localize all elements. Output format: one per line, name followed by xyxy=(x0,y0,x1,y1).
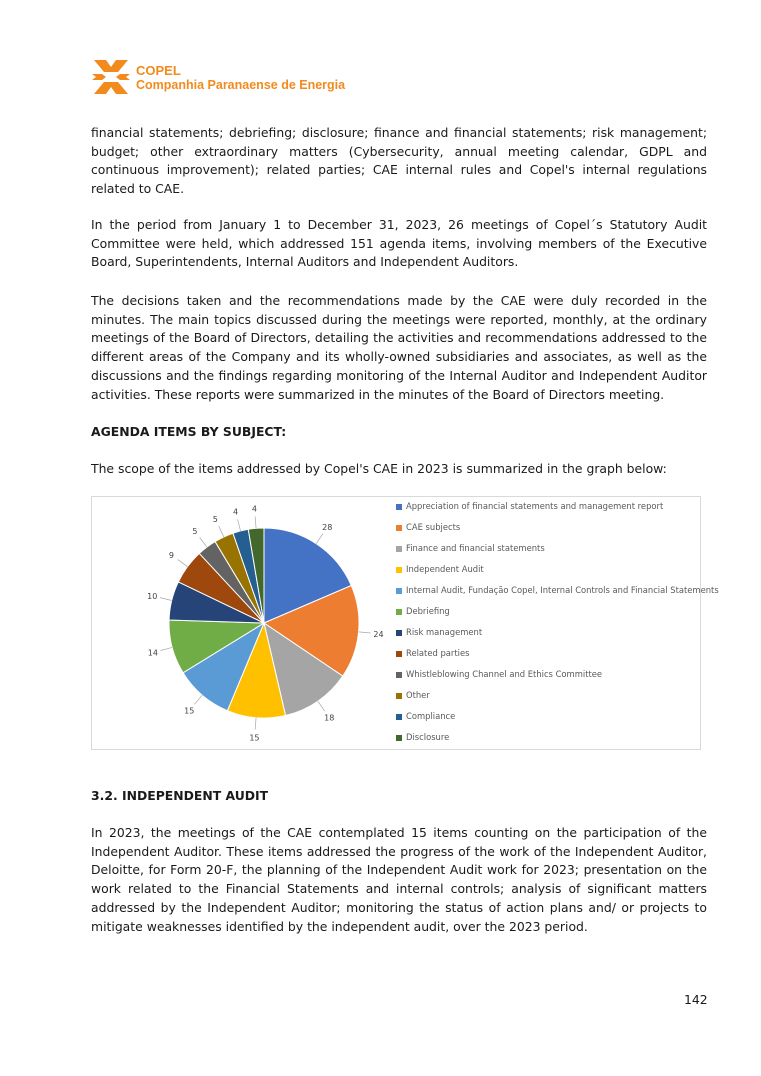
legend-label: Disclosure xyxy=(406,732,450,742)
pie-leader-line xyxy=(178,560,188,567)
company-full-name: Companhia Paranaense de Energia xyxy=(136,78,346,92)
legend-swatch xyxy=(396,672,402,678)
legend-label: Related parties xyxy=(406,648,470,658)
legend-label: Debriefing xyxy=(406,606,450,616)
paragraph-graph-intro: The scope of the items addressed by Copel's CAE in 2023 is summarized in the graph below: xyxy=(91,461,667,476)
legend-label: Finance and financial statements xyxy=(406,543,545,553)
logo-text xyxy=(136,64,345,92)
pie-leader-line xyxy=(255,516,256,528)
agenda-items-pie-chart xyxy=(91,496,719,750)
legend-swatch xyxy=(396,714,402,720)
paragraph-subjects-list: financial statements; debriefing; disclosure; finance and financial statements; risk management; budget; other extraordinary matters (Cybersecurity, annual meeting calendar, GDPL and continuous improvement); related parties; CAE internal rules and Copel's internal regulations related to CAE. xyxy=(91,125,707,197)
pie-data-label: 9 xyxy=(168,550,174,560)
pie-leader-line xyxy=(316,534,323,544)
pie-data-label: 15 xyxy=(184,706,195,716)
pie-data-label: 4 xyxy=(233,507,239,517)
legend-label: Other xyxy=(406,690,430,700)
legend-label: Risk management xyxy=(406,627,483,637)
pie-data-label: 5 xyxy=(192,527,198,537)
pie-data-label: 5 xyxy=(212,514,218,524)
legend-swatch xyxy=(396,651,402,657)
copel-logo xyxy=(92,58,352,98)
pie-leader-line xyxy=(255,718,256,730)
legend-swatch xyxy=(396,630,402,636)
pie-data-label: 14 xyxy=(147,648,158,658)
paragraph-meetings-period: In the period from January 1 to December 31, 2023, 26 meetings of Copel´s Statutory Audit Committee were held, which addressed 151 agenda items, involving members of the Executive Board, Superintendents, Internal Auditors and Independent Auditors. xyxy=(91,217,707,270)
legend-label: Internal Audit, Fundação Copel, Internal Controls and Financial Statements xyxy=(406,585,719,595)
paragraph-independent-audit: In 2023, the meetings of the CAE contemplated 15 items counting on the participation of the Independent Auditor. These items addressed the progress of the work of the Independent Auditor, Deloitte, for Form 20-F, the planning of the Independent Audit work for 2023; presentation on the work related to the Financial Statements and internal controls; analysis of significant matters addressed by the Independent Auditor; monitoring the status of action plans and/ or projects to mitigate weaknesses identified by the independent audit, over the 2023 period. xyxy=(91,825,707,934)
legend-swatch xyxy=(396,504,402,510)
page-number: 142 xyxy=(684,992,708,1007)
legend-swatch xyxy=(396,588,402,594)
legend-swatch xyxy=(396,735,402,741)
legend-swatch xyxy=(396,525,402,531)
pie-leader-line xyxy=(219,526,224,537)
copel-logo-mark-icon xyxy=(92,58,130,96)
legend-label: Whistleblowing Channel and Ethics Committee xyxy=(406,669,603,679)
pie-leader-line xyxy=(200,537,207,547)
legend-swatch xyxy=(396,546,402,552)
legend-label: Appreciation of financial statements and management report xyxy=(406,501,664,511)
legend-label: CAE subjects xyxy=(406,522,461,532)
legend-label: Independent Audit xyxy=(406,564,484,574)
pie-data-label: 4 xyxy=(251,504,257,514)
section-heading-independent-audit: 3.2. INDEPENDENT AUDIT xyxy=(91,788,269,803)
pie-leader-line xyxy=(161,647,173,650)
pie-data-label: 10 xyxy=(147,591,158,601)
paragraph-decisions: The decisions taken and the recommendations made by the CAE were duly recorded in the minutes. The main topics discussed during the meetings were reported, monthly, at the ordinary meetings of the Board of Directors, detailing the activities and recommendations addressed to the different areas of the Company and its wholly-owned subsidiaries and associates, as well as the discussions and the findings regarding monitoring of the Internal Auditor and Independent Auditor activities. These reports were summarized in the minutes of the Board of Directors meeting. xyxy=(91,293,707,402)
legend-swatch xyxy=(396,609,402,615)
pie-leader-line xyxy=(194,695,202,704)
legend-label: Compliance xyxy=(406,711,456,721)
pie-leader-line xyxy=(160,598,172,601)
legend-swatch xyxy=(396,567,402,573)
pie-leader-line xyxy=(238,519,241,531)
pie-data-label: 18 xyxy=(324,713,335,723)
pie-data-label: 15 xyxy=(249,733,260,743)
legend-swatch xyxy=(396,693,402,699)
pie-leader-line xyxy=(359,632,371,633)
pie-leader-line xyxy=(318,701,325,711)
pie-chart-svg xyxy=(92,497,392,749)
agenda-heading: AGENDA ITEMS BY SUBJECT: xyxy=(91,424,287,439)
pie-data-label: 24 xyxy=(373,629,384,639)
company-short-name: COPEL xyxy=(136,63,181,78)
pie-data-label: 28 xyxy=(322,522,333,532)
